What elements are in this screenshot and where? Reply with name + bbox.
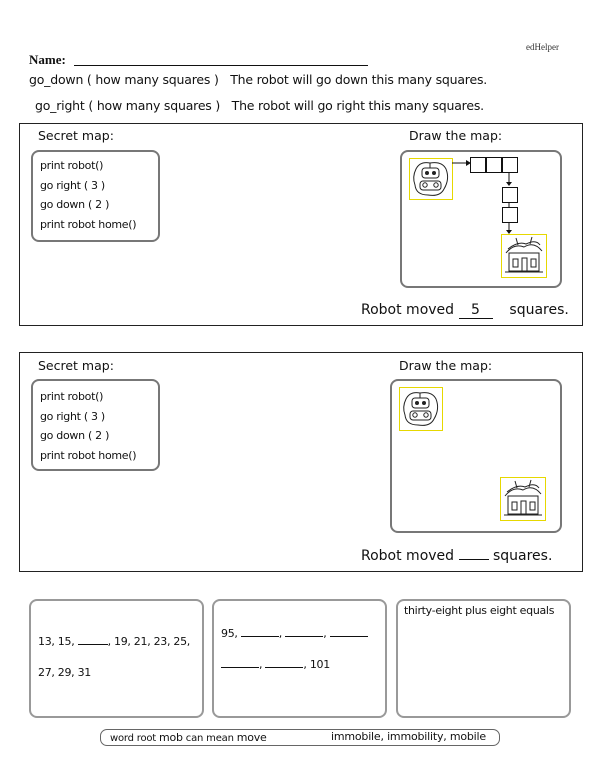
sequence-number: 19, <box>114 635 131 648</box>
robot-moved-answer <box>361 302 569 319</box>
robot-moved-answer <box>361 548 552 564</box>
name-field[interactable] <box>74 65 368 66</box>
robot-icon <box>400 388 442 430</box>
draw-map-title: Draw the map: <box>409 128 503 143</box>
word-root-examples: immobile, immobility, mobile <box>331 730 486 743</box>
path-square[interactable] <box>502 207 518 223</box>
house-icon <box>502 235 546 277</box>
secret-map-title: Secret map: <box>38 358 114 373</box>
robot-icon <box>410 159 452 199</box>
code-line: print robot() <box>40 390 104 403</box>
code-line: go right ( 3 ) <box>40 409 105 423</box>
secret-map-title: Secret map: <box>38 128 114 143</box>
word-root-middle: can mean <box>182 733 237 744</box>
sequence-number: 95, <box>221 627 238 640</box>
problem-panel-2 <box>19 352 583 572</box>
instruction-command: go_right ( how many squares ) <box>35 98 221 113</box>
instruction-text: The robot will go right this many squares. <box>231 98 484 113</box>
sequence-number: 13, <box>38 635 55 648</box>
sequence-line: , , 101 <box>221 657 330 671</box>
home-picture <box>501 234 547 278</box>
brand-label: edHelper <box>526 42 559 52</box>
code-line: print robot home() <box>40 448 137 462</box>
word-root-definition <box>110 731 267 744</box>
sequence-number: 101 <box>309 658 330 671</box>
name-label: Name: <box>29 52 66 67</box>
number-sequence-box-b <box>212 599 387 718</box>
house-icon <box>501 478 545 520</box>
secret-map-code <box>31 379 160 471</box>
code-line: go right ( 3 ) <box>40 178 105 192</box>
word-problem-text: thirty-eight plus eight equals <box>404 604 555 617</box>
sequence-number: 21, <box>133 635 151 648</box>
moved-suffix: squares. <box>509 302 569 318</box>
sequence-blank[interactable] <box>285 626 323 637</box>
sequence-blank[interactable] <box>330 626 368 637</box>
instruction-go-right <box>35 98 484 113</box>
moved-value-field[interactable] <box>459 559 489 560</box>
sequence-line: 13, 15, , 19, 21, 23, 25, <box>38 635 190 648</box>
word-root-prefix: word root <box>110 733 159 744</box>
home-picture <box>500 477 546 521</box>
word-problem-box <box>396 599 571 718</box>
sequence-line-2: 27, 29, 31 <box>38 666 91 679</box>
code-line: go down ( 2 ) <box>40 198 110 211</box>
sequence-blank[interactable] <box>221 657 259 668</box>
moved-prefix: Robot moved <box>361 302 455 318</box>
sequence-number: 25, <box>173 635 190 648</box>
sequence-line: 95, , , <box>221 626 368 640</box>
arrow-down-icon <box>505 173 513 187</box>
robot-picture <box>409 158 453 200</box>
word-root-meaning: move <box>236 731 267 744</box>
code-line: print robot() <box>40 159 104 172</box>
sequence-blank[interactable] <box>78 634 108 645</box>
path-square[interactable] <box>502 187 518 203</box>
word-root-strip <box>100 729 500 746</box>
moved-value-field[interactable]: 5 <box>459 302 493 319</box>
arrow-right-icon <box>452 159 472 167</box>
path-square[interactable] <box>502 157 518 173</box>
draw-map-title: Draw the map: <box>399 358 493 373</box>
sequence-blank[interactable] <box>241 626 279 637</box>
sequence-number: 23, <box>153 635 171 648</box>
path-square[interactable] <box>470 157 486 173</box>
sequence-number: 15, <box>57 635 75 648</box>
instruction-text: The robot will go down this many squares. <box>230 72 488 87</box>
instruction-go-down <box>29 72 487 87</box>
word-root: mob <box>159 731 183 744</box>
path-square[interactable] <box>486 157 502 173</box>
problem-panel-1 <box>19 123 583 326</box>
sequence-blank[interactable] <box>265 657 303 668</box>
robot-picture <box>399 387 443 431</box>
draw-map-area[interactable] <box>390 379 562 533</box>
code-line: go down ( 2 ) <box>40 429 110 442</box>
moved-prefix: Robot moved <box>361 548 455 564</box>
moved-suffix: squares. <box>492 548 553 564</box>
draw-map-area[interactable] <box>400 150 562 288</box>
code-line: print robot home() <box>40 217 137 231</box>
secret-map-code <box>31 150 160 242</box>
instruction-command: go_down ( how many squares ) <box>29 72 219 87</box>
number-sequence-box-a <box>29 599 204 718</box>
